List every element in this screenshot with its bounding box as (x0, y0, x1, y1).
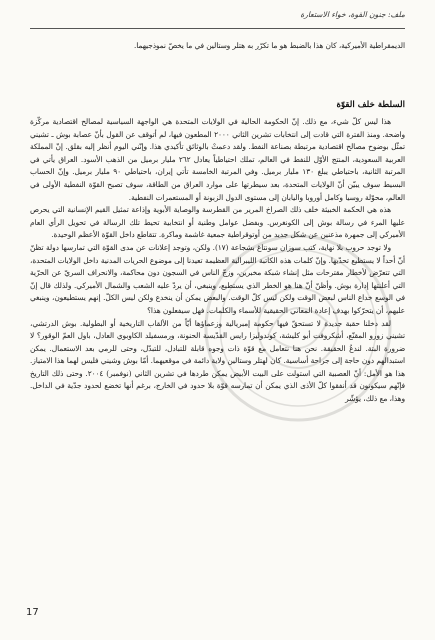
running-header: ملف: جنون القوة، خواء الاستعارة (300, 10, 405, 19)
paragraph: الديمقراطية الأميركية، كان هذا بالضبط هو ما تكرّر به هتلر وستالين في ما يخصّ نموذجيهما. (133, 41, 405, 50)
paragraph: هذا ليس كلّ شيء، مع ذلك. إنّ الحكومة الحالية في الولايات المتحدة هي الواجهة السياسية لمصالح اقتصادية مركّزة واضحة. ومنذ الفترة التي قادت إلى انتخابات تشرين الثاني ٢٠٠٠ المطعون فيها، لم أتوقف عن القول بأنّ عصابة بوش ـ تشيني تمثّل بوضوح مصالح اقتصادية مرتبطة بصناعة النفط. ولقد دعمتْ بالوثائق تأكيدي هذا. وإنّني اليوم أنظر إليه بقلق. إنّ المملكة العربية السعودية، المنتج الأوّل للنفط في العالم، تملك احتياطياً يعادل ٢٦٢ مليار برميل من الذهب الأسود. العراق يأتي في المرتبة الثانية، باحتياطي يبلغ ١٣٠ مليار برميل. وفي المرتبة الخامسة تأتي إيران، باحتياطي ٩٠ مليار برميل. وإنّ الحساب البسيط سوف يبيّن أنّ الولايات المتحدة، بعد سيطرتها على موارد العراق من الطاقة، سوف تصبح القوّة النفطية الأولى في العالم، محوّلة روسيا وكامل أوروبا واليابان إلى مستوى الدول الزبونة أو المستعمرات النفطية. (30, 117, 406, 202)
body-text (30, 116, 405, 406)
paragraph: ولا توجد حروب بلا نهاية، كتب سوزان سونتاغ بشجاعة (١٧). ولكن، وتوجد إعلانات عن مدى القوّة التي تمارسها دولة تظنّ أنّ أحداً لا يستطيع تحدّيها. وإنّ كلمات هذه الكاتبة الليبرالية العظيمة تعيدنا إلى موضوع الحريات المدنية داخل الولايات المتحدة، التي تتعرّض لأخطار مقترحات مثل إنشاء شبكة مخبرين، وزجّ الناس في السجون دون محاكمة، والانحراف السريّ عن الحرّية التي أعلنتها إدارة بوش. وأظنّ أنّ هنا هو الخطر الذي يستطيع، وينبغي، أن يردّ عليه الشعب والشمال الأميركي. ولذلك قال إنّ في الوسع خداع الناس لبعض الوقت ولكن ليس كلّ الوقت. والبعض يمكن أن ينخدع ولكن ليس الكلّ. إنهم يستطيعون، وينبغي عليهم، أن يتحرّكوا بهدف إعادة المعاني الحقيقية للأسماء والكلمات. فهل سيفعلون هذا؟ (30, 242, 405, 315)
continuation-paragraph (30, 40, 405, 53)
page-number: 17 (26, 607, 39, 618)
header-rule (30, 28, 405, 29)
paragraph: لقد دخلنا حقبة جديدة لا تستحقّ فيها حكومة إمبريالية وزعماؤها أيّاً من الألقاب التاريخية أو البطولية. بوش الدرتشي، تشيني زورو المقنّع، أشكروفت أبو كليشة، كوندوليزا رايس القدّيسة الحنونة، ورمسفيلد الكاوبوي العادل، باول العمّ الوقور؟ لا ضرورة البتة. لندعُ الحقيقة. نحن هنا نتعامل مع قوّة ذات وجوه قابلة للتبادل، للتبدّل، وحتى للرمي بعد الاستعمال. يمكن استبدالهم دون حاجة إلى جراحة أساسية. كان لهتلر وستالين ولاية دائمة في موقعيهما. أمّا بوش وشيني فليس لهما هذا الامتياز. هذا هو الأمل: أنّ العصبية التي استولت على البيت الأبيض يمكن طردها في تشرين الثاني (نوفمبر) ٢٠٠٤. وحتى ذلك التاريخ فإنّهم سيكونون قد أنفقوا كلّ الأذى الذي يمكن أن تمارسه قوّة بلا حدود في الخارج، برغم أنها تخضع لحدود جدّية في الداخل. وهذا، مع ذلك، يؤشّر (30, 318, 405, 404)
section-heading: السلطة خلف القوّة (336, 100, 405, 110)
paragraph: هذه هي الحكمة الخبيثة خلف ذلك الصراخ المرير من القطرسة والوصاية الأبوية وإذاعة تمثيل القيم الإنسانية التي يحرص عليها المرء في رسالة بوش إلى الكونغرس. وبفضل عوامل وطنية أو انتخابية تحيط تلك الرسالة في تحويل الرأي العام الأميركي إلى جمهرة مذعنين عن شكل جديد من أوتوقراطية جمعية غاشمة وماكرة. تتقاطع داخل القوّة الأعظم الوحيدة. (30, 205, 405, 240)
